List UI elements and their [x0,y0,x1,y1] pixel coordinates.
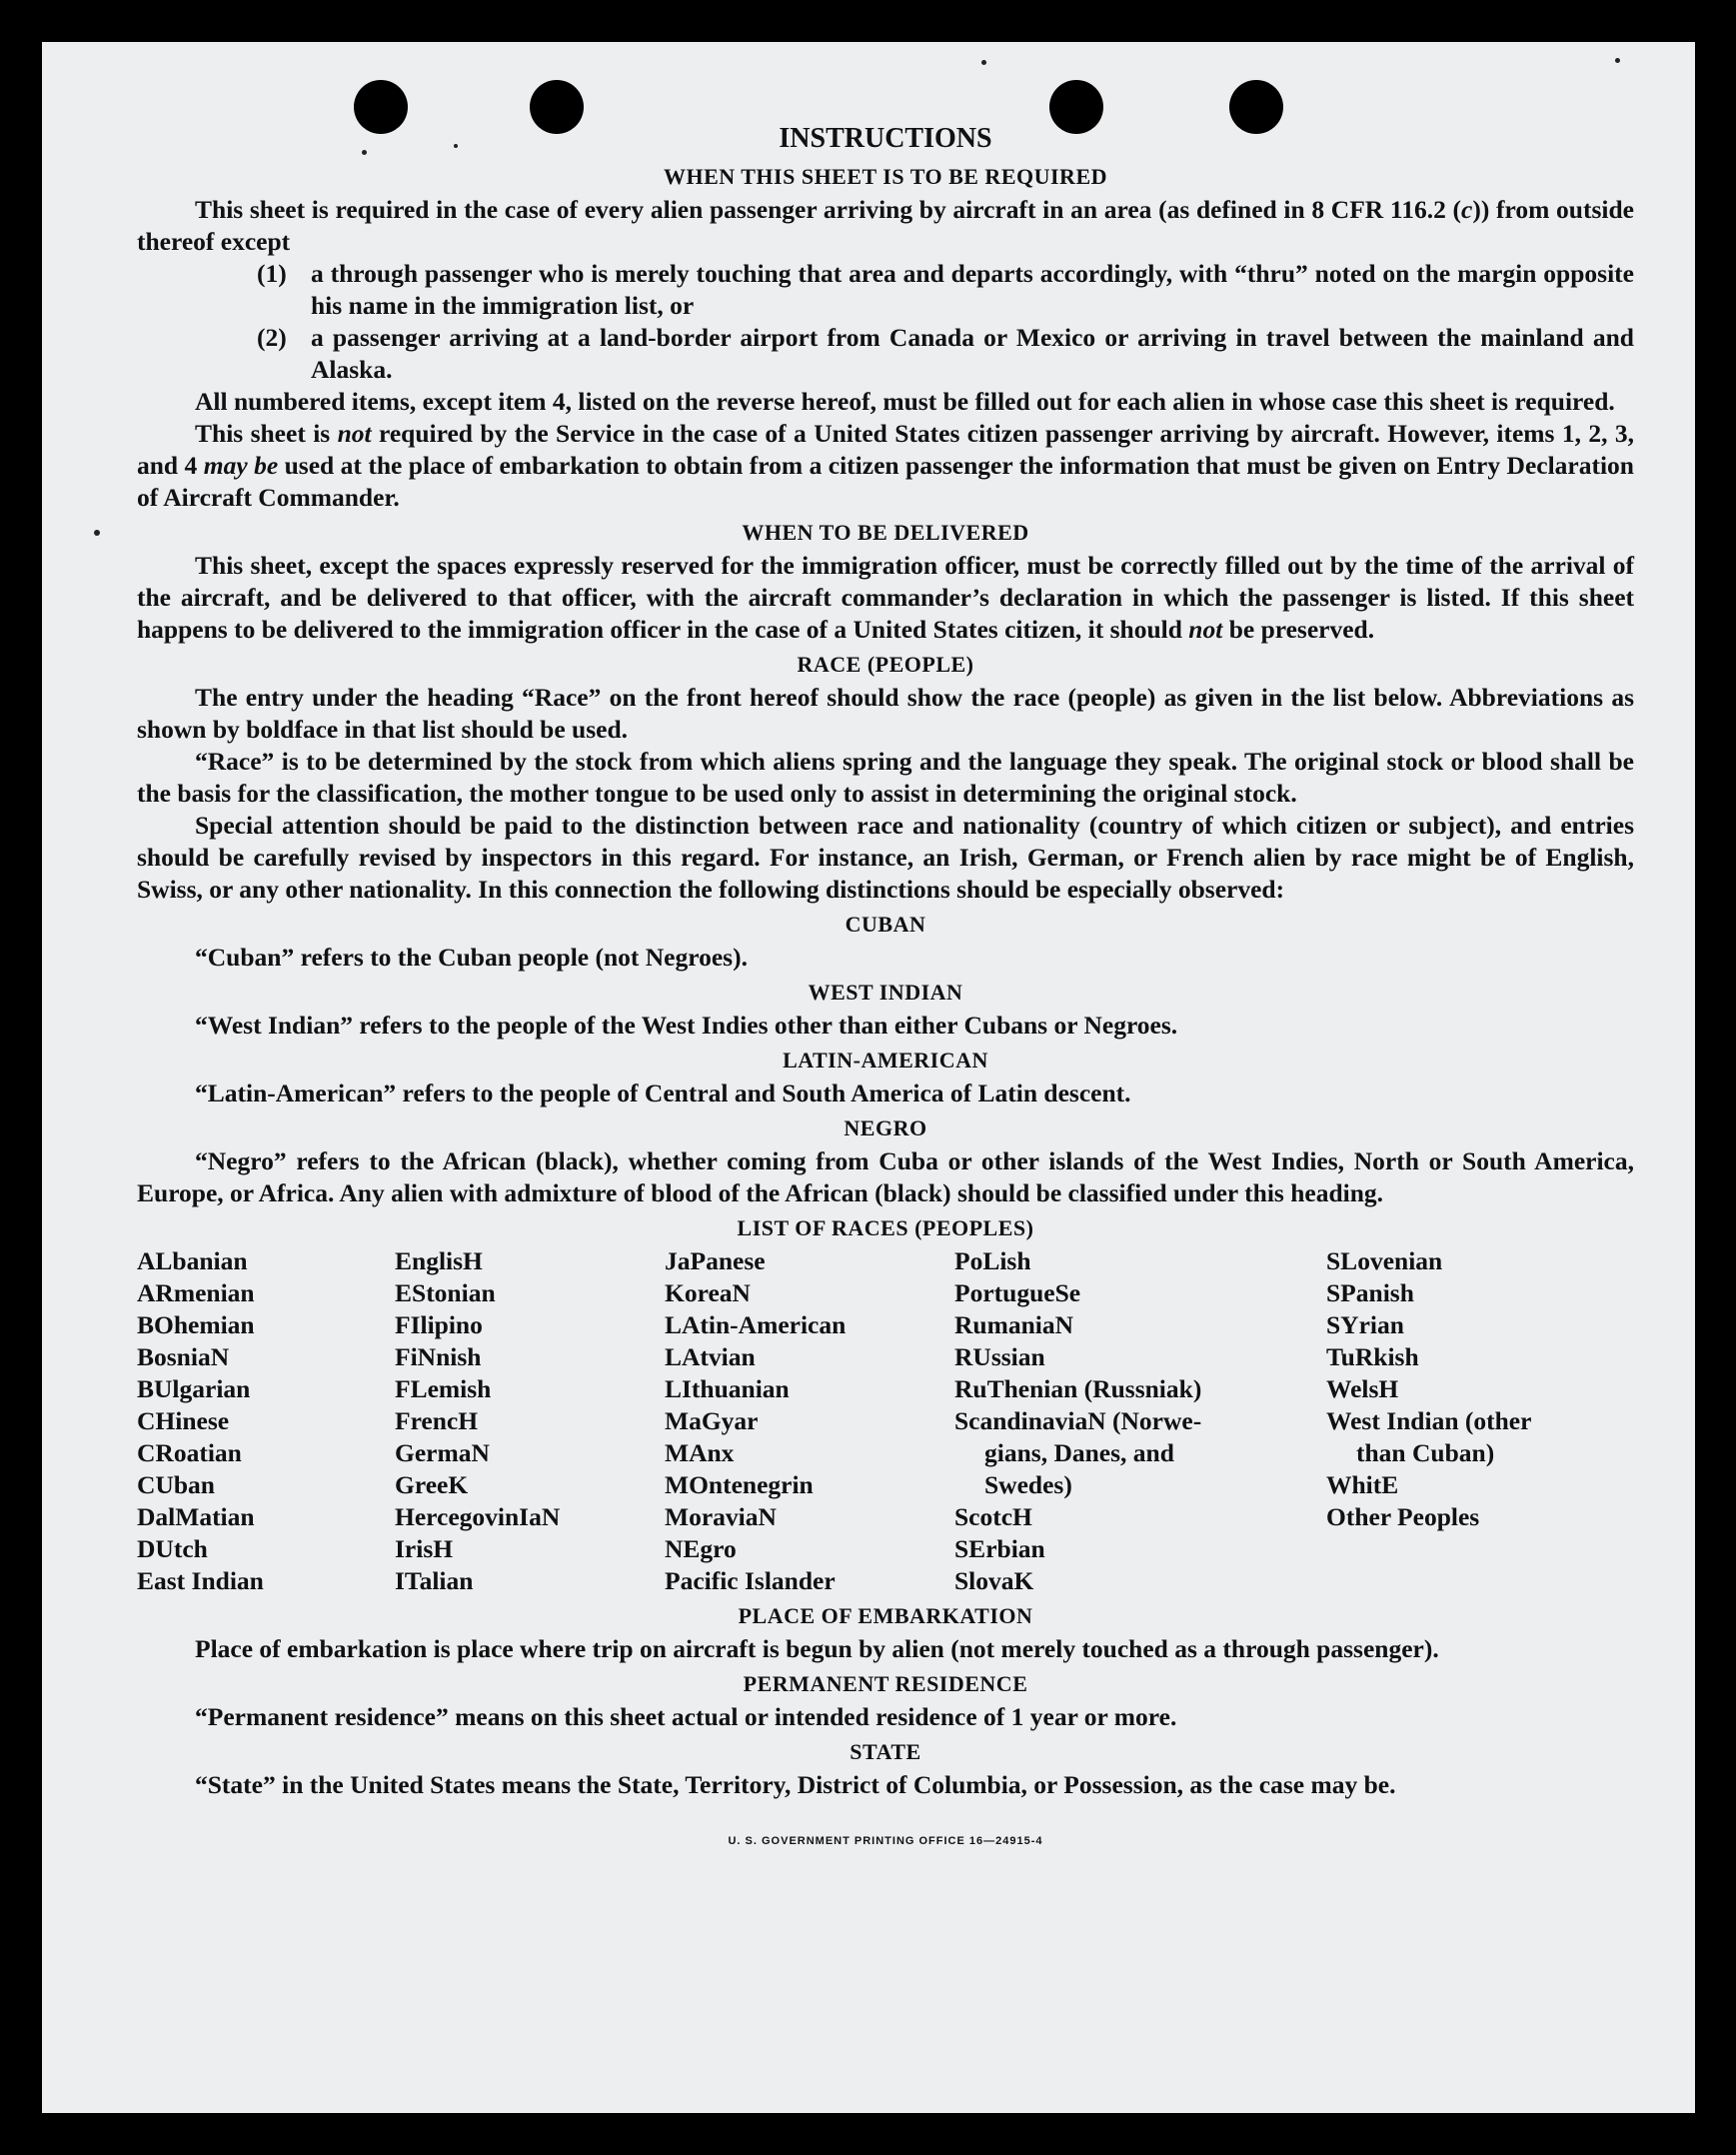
delivery-paragraph [137,550,1634,646]
race-entry: ARmenian [137,1278,255,1307]
race-entry: FIlipino [395,1310,483,1339]
race-entry: FiNnish [395,1342,482,1371]
races-list [137,1245,1634,1597]
race-entry: SPanish [1326,1278,1414,1307]
intro-text-italic: c [1461,195,1473,224]
race-entry: RumaniaN [954,1310,1074,1339]
race-entry: BosniaN [137,1342,230,1371]
item-text: a passenger arriving at a land-border airport from Canada or Mexico or arriving in travel between the mainland and Alaska. [311,323,1634,384]
section-heading-required: WHEN THIS SHEET IS TO BE REQUIRED [663,164,1108,189]
section-heading-embarkation: PLACE OF EMBARKATION [738,1603,1033,1628]
section-heading-delivered: WHEN TO BE DELIVERED [742,520,1029,545]
race-paragraph-1 [137,682,1634,746]
race-text-b: in that list should be used. [338,715,629,744]
embarkation-paragraph: Place of embarkation is place where trip on aircraft is begun by alien (not merely touched as a through passenger). [195,1634,1439,1663]
cuban-paragraph: “Cuban” refers to the Cuban people (not Negroes). [195,943,748,972]
citizen-text-a: This sheet is [195,419,338,448]
race-entry: West Indian (other [1326,1406,1532,1435]
section-heading-negro: NEGRO [844,1115,927,1140]
delivery-text-b: be preserved. [1222,615,1375,644]
section-heading-list-of-races: LIST OF RACES (PEOPLES) [737,1215,1034,1240]
race-entry: East Indian [137,1566,264,1595]
race-entry: WelsH [1326,1374,1399,1403]
intro-text-a: This sheet is required in the case of every alien passenger arriving by aircraft in an area (as defined in 8 CFR 116.2 ( [195,195,1462,224]
race-entry: BOhemian [137,1310,255,1339]
race-entry: ALbanian [137,1246,248,1275]
races-column-2 [395,1245,665,1597]
race-paragraph-3: Special attention should be paid to the distinction between race and nationality (country of which citizen or subject), and entries should be carefully revised by inspectors in this regard. For instance, an Irish, German, or French alien by race might be of English, Swiss, or any other nationality. In this connection the following distinctions should be especially observed: [137,811,1634,904]
race-entry: FrencH [395,1406,479,1435]
race-entry: ITalian [395,1566,474,1595]
item-number: (2) [257,323,287,352]
race-entry: LAtin-American [665,1310,847,1339]
races-column-5 [1326,1245,1606,1597]
race-entry-continuation: than Cuban) [1356,1438,1495,1467]
section-heading-cuban: CUBAN [845,912,926,937]
residence-paragraph: “Permanent residence” means on this sheet actual or intended residence of 1 year or more. [195,1702,1177,1731]
race-entry: FLemish [395,1374,492,1403]
race-entry: CHinese [137,1406,230,1435]
race-entry: DUtch [137,1534,208,1563]
item-number: (1) [257,259,287,288]
delivery-text-not: not [1188,615,1223,644]
item-text: a through passenger who is merely touching that area and departs accordingly, with “thru” noted on the margin opposite his name in the immigration list, or [311,259,1634,320]
race-entry: PoLish [954,1246,1031,1275]
citizen-text-c: used at the place of embarkation to obtain from a citizen passenger the information that must be given on Entry Declaration of Aircraft Commander. [137,451,1634,512]
page-title: INSTRUCTIONS [779,123,992,154]
speck [981,60,986,65]
section-heading-residence: PERMANENT RESIDENCE [743,1671,1028,1696]
citizen-paragraph [137,418,1634,514]
race-entry: RuThenian (Russniak) [954,1374,1202,1403]
printer-imprint: U. S. GOVERNMENT PRINTING OFFICE 16—24915-4 [728,1835,1043,1847]
race-entry: MOntenegrin [665,1470,814,1499]
races-column-4 [954,1245,1326,1597]
race-entry: LIthuanian [665,1374,790,1403]
race-entry: CRoatian [137,1438,242,1467]
race-entry: JaPanese [665,1246,766,1275]
document-sheet [42,42,1695,2113]
state-paragraph: “State” in the United States means the State, Territory, District of Columbia, or Possession, as the case may be. [195,1770,1396,1799]
race-entry: SlovaK [954,1566,1034,1595]
section-heading-west-indian: WEST INDIAN [808,980,963,1005]
race-entry-continuation: gians, Danes, and [984,1438,1174,1467]
race-entry-continuation: Swedes) [984,1470,1072,1499]
race-entry: NEgro [665,1534,737,1563]
race-entry: MoraviaN [665,1502,777,1531]
race-entry: Pacific Islander [665,1566,836,1595]
section-heading-latin-american: LATIN-AMERICAN [783,1048,988,1073]
race-entry: MaGyar [665,1406,759,1435]
races-column-1 [137,1245,395,1597]
race-entry: EnglisH [395,1246,483,1275]
race-entry: IrisH [395,1534,454,1563]
race-entry: ScotcH [954,1502,1032,1531]
latin-american-paragraph: “Latin-American” refers to the people of Central and South America of Latin descent. [195,1078,1131,1107]
intro-paragraph [137,194,1634,258]
section-heading-state: STATE [850,1739,921,1764]
citizen-text-not: not [337,419,372,448]
race-entry: LAtvian [665,1342,756,1371]
west-indian-paragraph: “West Indian” refers to the people of the West Indies other than either Cubans or Negroes. [195,1011,1178,1040]
race-entry: WhitE [1326,1470,1399,1499]
negro-paragraph: “Negro” refers to the African (black), whether coming from Cuba or other islands of the West Indies, North or South America, Europe, or Africa. Any alien with admixture of blood of the African (black) should be classified under this heading. [137,1146,1634,1207]
numbered-items-paragraph: All numbered items, except item 4, listed on the reverse hereof, must be filled out for each alien in whose case this sheet is required. [195,387,1615,416]
race-paragraph-2: “Race” is to be determined by the stock from which aliens spring and the language they speak. The original stock or blood shall be the basis for the classification, the mother tongue to be used only to assist in determining the original stock. [137,747,1634,808]
races-column-3 [665,1245,954,1597]
citizen-text-maybe: may be [203,451,279,480]
race-entry: HercegovinIaN [395,1502,561,1531]
race-entry: EStonian [395,1278,496,1307]
speck [94,530,100,536]
speck [1615,58,1620,63]
delivery-text-a: This sheet, except the spaces expressly reserved for the immigration officer, must be correctly filled out by the time of the arrival of the aircraft, and be delivered to that officer, with the aircraft commander’s declaration in which the passenger is listed. If this sheet happens to be delivered to the immigration officer in the case of a United States citizen, it should [137,551,1634,644]
race-entry: GermaN [395,1438,490,1467]
section-heading-race: RACE (PEOPLE) [797,652,974,677]
exception-item-1 [257,258,1634,322]
intro-text-b: )) from outside thereof except [137,195,1634,256]
race-entry: SYrian [1326,1310,1404,1339]
race-entry: KoreaN [665,1278,751,1307]
exception-item-2 [257,322,1634,386]
race-entry: MAnx [665,1438,735,1467]
race-entry: CUban [137,1470,215,1499]
race-entry: Other Peoples [1326,1502,1480,1531]
race-entry: ScandinaviaN (Norwe- [954,1406,1202,1435]
race-entry: SErbian [954,1534,1045,1563]
race-entry: DalMatian [137,1502,255,1531]
race-entry: RUssian [954,1342,1045,1371]
race-entry: BUlgarian [137,1374,251,1403]
instructions-body [137,120,1634,1857]
race-entry: SLovenian [1326,1246,1443,1275]
race-text-a: The entry under the heading “Race” on the front hereof should show the race (people) as given in the list below. Abbreviations as shown by [137,683,1634,744]
race-text-bold: boldface [246,715,339,744]
race-entry: TuRkish [1326,1342,1419,1371]
race-entry: PortugueSe [954,1278,1081,1307]
race-entry: GreeK [395,1470,469,1499]
citizen-text-b: required by the Service in the case of a United States citizen passenger arriving by aircraft. However, items 1, 2, 3, and 4 [137,419,1634,480]
